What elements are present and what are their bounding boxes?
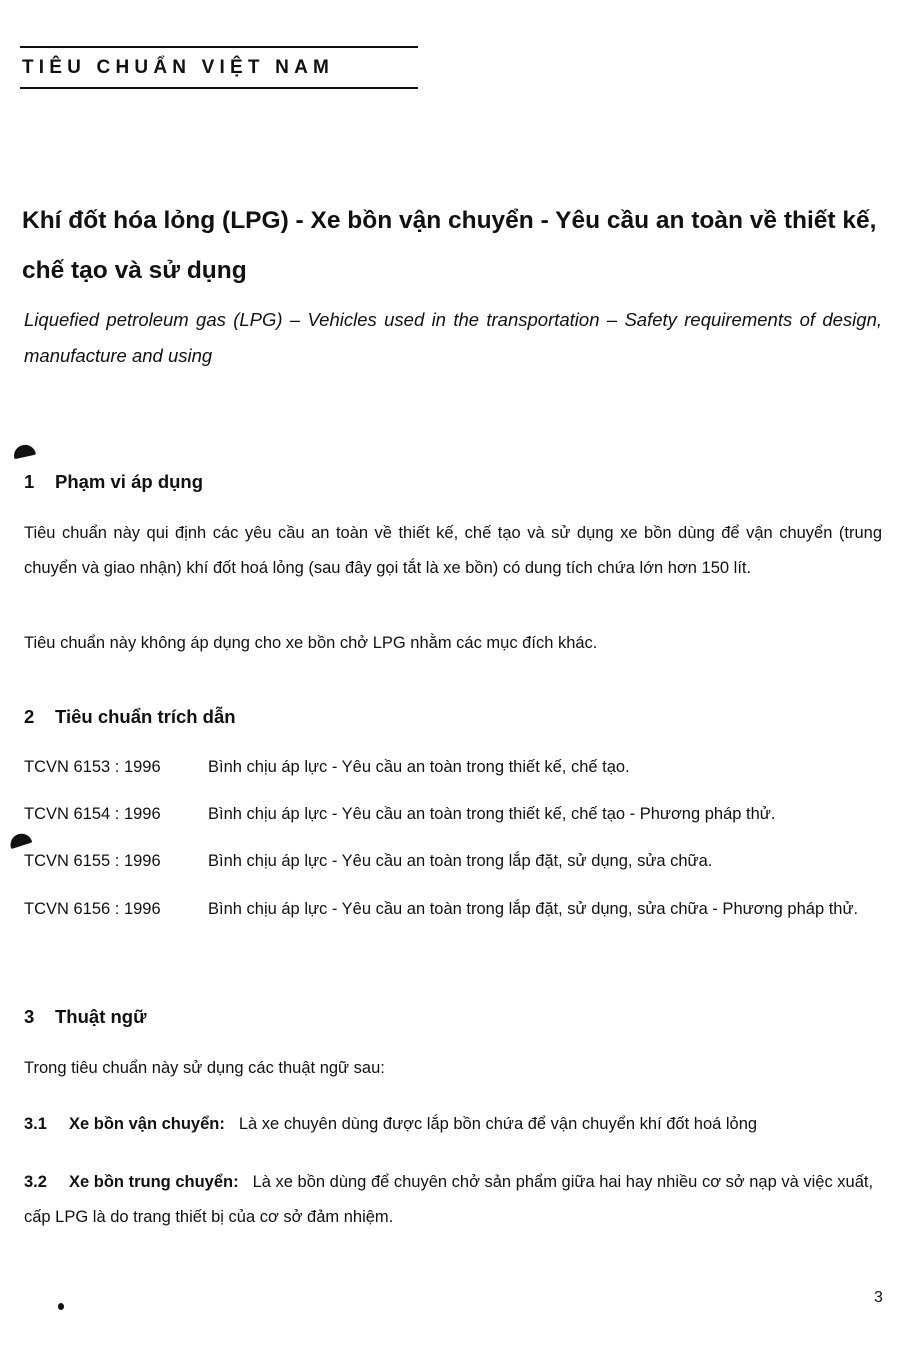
reference-code: TCVN 6154 : 1996 <box>24 805 161 823</box>
section-number: 2 <box>24 706 35 727</box>
reference-row <box>24 892 884 927</box>
reference-code: TCVN 6155 : 1996 <box>24 852 161 870</box>
scan-dot-icon <box>58 1303 64 1310</box>
section-1-paragraph-2: Tiêu chuẩn này không áp dụng cho xe bồn chở LPG nhằm các mục đích khác. <box>24 634 598 652</box>
document-subtitle-english: Liquefied petroleum gas (LPG) – Vehicles used in the transportation – Safety requirements of design, manufacture and using <box>24 309 882 366</box>
section-number: 3 <box>24 1006 35 1027</box>
section-1-heading <box>24 471 203 493</box>
section-title: Phạm vi áp dụng <box>55 471 204 492</box>
reference-row <box>24 797 884 832</box>
term-number: 3.2 <box>24 1173 47 1191</box>
section-title: Tiêu chuẩn trích dẫn <box>55 706 236 727</box>
term-name: Xe bồn vận chuyển: <box>69 1115 225 1133</box>
standard-series-title: TIÊU CHUẨN VIỆT NAM <box>22 57 335 78</box>
reference-row <box>24 750 884 785</box>
term-text: Là xe chuyên dùng được lắp bồn chứa để vận chuyển khí đốt hoá lỏng <box>238 1115 758 1133</box>
reference-code: TCVN 6156 : 1996 <box>24 900 161 918</box>
reference-code: TCVN 6153 : 1996 <box>24 758 161 776</box>
term-definition <box>24 1107 884 1142</box>
reference-row <box>24 844 884 879</box>
page-number: 3 <box>874 1289 883 1306</box>
header-rule-bottom <box>20 87 418 89</box>
reference-text: Bình chịu áp lực - Yêu cầu an toàn trong lắp đặt, sử dụng, sửa chữa - Phương pháp thử. <box>208 900 859 918</box>
header-rule-top <box>20 46 418 48</box>
term-definition <box>24 1165 884 1235</box>
section-2-heading <box>24 706 236 728</box>
term-number: 3.1 <box>24 1115 47 1133</box>
term-text: Là xe bồn dùng để chuyên chở sản phẩm giữa hai hay nhiều cơ sở nạp và việc xuất, cấp LPG là do trang thiết bị của cơ sở đảm nhiệm. <box>24 1173 874 1226</box>
reference-text: Bình chịu áp lực - Yêu cầu an toàn trong thiết kế, chế tạo - Phương pháp thử. <box>208 805 776 823</box>
document-title: Khí đốt hóa lỏng (LPG) - Xe bồn vận chuyển - Yêu cầu an toàn về thiết kế, chế tạo và sử dụng <box>22 207 877 284</box>
reference-text: Bình chịu áp lực - Yêu cầu an toàn trong lắp đặt, sử dụng, sửa chữa. <box>208 852 713 870</box>
section-3-intro: Trong tiêu chuẩn này sử dụng các thuật ngữ sau: <box>24 1059 385 1077</box>
section-title: Thuật ngữ <box>55 1006 147 1027</box>
section-number: 1 <box>24 471 35 492</box>
reference-text: Bình chịu áp lực - Yêu cầu an toàn trong thiết kế, chế tạo. <box>208 758 630 776</box>
section-3-heading <box>24 1006 147 1028</box>
term-name: Xe bồn trung chuyển: <box>69 1173 239 1191</box>
scan-mark-icon <box>12 443 36 459</box>
section-1-paragraph-1: Tiêu chuẩn này qui định các yêu cầu an toàn về thiết kế, chế tạo và sử dụng xe bồn dùng để vận chuyển (trung chuyển và giao nhận) khí đốt hoá lỏng (sau đây gọi tắt là xe bồn) có dung tích chứa lớn hơn 150 lít. <box>24 524 882 577</box>
